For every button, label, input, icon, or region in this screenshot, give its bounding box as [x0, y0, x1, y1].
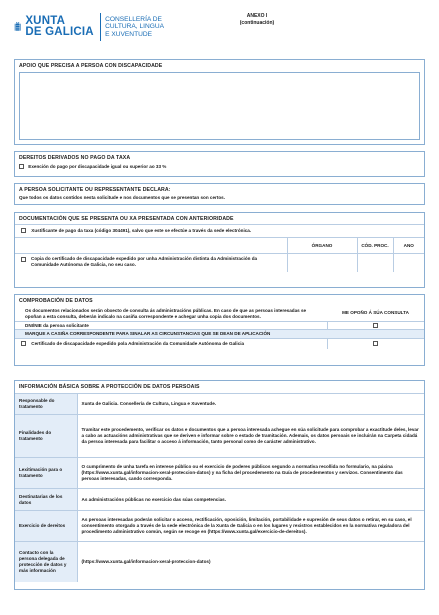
protection-table — [15, 393, 424, 582]
dept-line-3: E XUVENTUDE — [105, 30, 153, 38]
certificate-row-label: Certificado de discapacidade expedido pola Administración da Comunidade Autónoma de Galicia — [31, 341, 245, 347]
protection-row — [15, 489, 424, 511]
protection-row-text: O cumprimento de unha tarefa en interese público ou el exercicio de poderes públicos segundo a normativa recollida no formulario, na páxina (https://www.xunta.gal/informacion-xeral-proteccion-datos) y na ficha del procedemento na Guía de procedementos y servizos. Consentimento das persoas interesadas, cando corresponda. — [77, 458, 424, 489]
exemption-label: Exención do pago por discapacidade igual ou superior ao 33 % — [28, 164, 167, 169]
protection-row — [15, 458, 424, 489]
declaration-text: Que todos os datos contidos nesta solicitude e nos documentos que se presentan son certos. — [19, 195, 225, 200]
logo-line-1: XUNTA — [25, 15, 66, 27]
organ-cell[interactable] — [287, 254, 357, 272]
verification-title: COMPROBACIÓN DE DATOS — [19, 298, 93, 304]
circumstances-header: MARQUE A CASIÑA CORRESPONDENTE PARA SINALAR AS CIRCUNSTANCIAS QUE SE DEAN DE APLICACIÓN — [25, 331, 271, 337]
doc-empty-header — [15, 238, 287, 254]
protection-row-text: (https://www.xunta.gal/informacion-xeral-proteccion-datos) — [77, 542, 424, 582]
verification-section — [14, 294, 425, 366]
year-cell[interactable] — [393, 254, 424, 272]
dni-row-label: DNI/NIE da persoa solicitante — [15, 321, 327, 330]
dept-line-2: CULTURA, LINGUA — [105, 23, 164, 31]
rights-section — [14, 151, 425, 177]
exemption-checkbox[interactable] — [19, 164, 24, 169]
protection-row — [15, 511, 424, 542]
logo-line-2: DE GALICIA — [25, 26, 94, 38]
protection-row — [15, 415, 424, 458]
protection-row-text: Xunta de Galicia. Consellería de Cultura, Lingua e Xuventude. — [77, 394, 424, 415]
dni-oppose-cell — [327, 321, 424, 330]
protection-row-label: Contacto con la persona delegada de protección de datos y más información — [15, 542, 77, 582]
verification-table — [15, 306, 424, 349]
fee-receipt-checkbox[interactable] — [21, 228, 26, 233]
code-cell[interactable] — [357, 254, 393, 272]
protection-row-text: As administracións públicas no exercicio das súas competencias. — [77, 489, 424, 511]
col-organ-header: ÓRGANO — [287, 238, 357, 254]
doc-item-fee-row — [15, 224, 424, 237]
doc-item-certificate — [15, 254, 287, 272]
certificate-row — [15, 339, 327, 349]
dept-line-1: CONSELLERÍA DE — [105, 16, 162, 24]
protection-row — [15, 542, 424, 582]
protection-row-text: Tramitar este procedemento, verificar os datos e documentos que a persoa interesada achegue en súa solicitude para comprobar a exactitude deles, levar a cabo as actuacións administrativas que se deriven e informar sobre o estado de tramitación. Ademais, os datos persoais se incluirán na Carpeta cidadá da persoa interesada para facilitar o acceso á información, tanto personal como de carácter administrativo. — [77, 415, 424, 458]
galicia-coat-of-arms-icon — [14, 12, 21, 42]
annex-title: ANEXO I — [246, 13, 268, 19]
protection-row-label: Destinatarias de los datos — [15, 489, 77, 511]
protection-title: INFORMACIÓN BÁSICA SOBRE A PROTECCIÓN DE DATOS PERSOAIS — [19, 384, 200, 390]
protection-row-text: As persoas interesadas poderán solicitar o acceso, rectificación, oposición, limitación, portabilidade e supresión de seus datos o retirar, en su caso, el consentimento otorgado a través de la sede electrónica de la Xunta de Galicia o en los lugares y rexistros establecidos en la normativa reguladora del procedimento administrativo común, según se recoge en (https://www.xunta.gal/exercicio-de-dereitos). — [77, 511, 424, 542]
col-code-header: CÓD. PROC. — [357, 238, 393, 254]
xunta-logo — [14, 10, 164, 44]
logo-wordmark — [25, 16, 93, 38]
protection-row-label: Lexitimación para o tratamento — [15, 458, 77, 489]
protection-row — [15, 394, 424, 415]
protection-row-label: Finalidades do tratamento — [15, 415, 77, 458]
certificate-copy-label: Copia do certificado de discapacidade expedido por unha Administración distinta da Administración da Comunidade Autónoma de Galicia, no seu caso. — [31, 256, 258, 267]
declaration-section — [14, 183, 425, 205]
declaration-title: A PERSOA SOLICITANTE OU REPRESENTANTE DECLARA: — [19, 187, 171, 193]
doc-prior-table — [15, 237, 424, 272]
data-protection-section — [14, 380, 425, 590]
protection-row-label: Exercicio de dereitos — [15, 511, 77, 542]
page-header — [14, 10, 425, 46]
support-section — [14, 59, 425, 145]
certificate-copy-checkbox[interactable] — [21, 257, 26, 262]
annex-heading — [232, 13, 282, 27]
protection-row-label: Responsable do tratamento — [15, 394, 77, 415]
rights-title: DEREITOS DERIVADOS NO PAGO DA TAXA — [19, 155, 131, 161]
documentation-section — [14, 212, 425, 288]
col-year-header: ANO — [403, 242, 414, 248]
rights-option-row — [15, 163, 424, 171]
documentation-title: DOCUMENTACIÓN QUE SE PRESENTA OU XA PRESENTADA CON ANTERIORIDADE — [19, 216, 234, 222]
certificate-circumstance-checkbox[interactable] — [21, 341, 26, 346]
fee-receipt-label: Xustificante de pago da taxa (código 304491), salvo que este se efectúe a través da sede electrónica. — [31, 228, 252, 233]
support-textarea[interactable] — [19, 72, 420, 140]
dni-oppose-checkbox[interactable] — [373, 323, 378, 328]
annex-subtitle: (continuación) — [239, 20, 275, 26]
certificate-oppose-cell — [327, 339, 424, 349]
oppose-header: ME OPOÑO Á SÚA CONSULTA — [342, 310, 409, 316]
certificate-oppose-checkbox[interactable] — [373, 341, 378, 346]
department-name — [105, 16, 164, 38]
support-title: APOIO QUE PRECISA A PERSOA CON DISCAPACIDADE — [19, 63, 163, 69]
verification-intro: Os documentos relacionados serán obxecto de consulta ás administracións públicas. En caso de que as persoas interesadas se opoñan a esta consulta, deberán indicalo na casiña correspondente e achegar unha copia dos documentos. — [25, 308, 307, 319]
